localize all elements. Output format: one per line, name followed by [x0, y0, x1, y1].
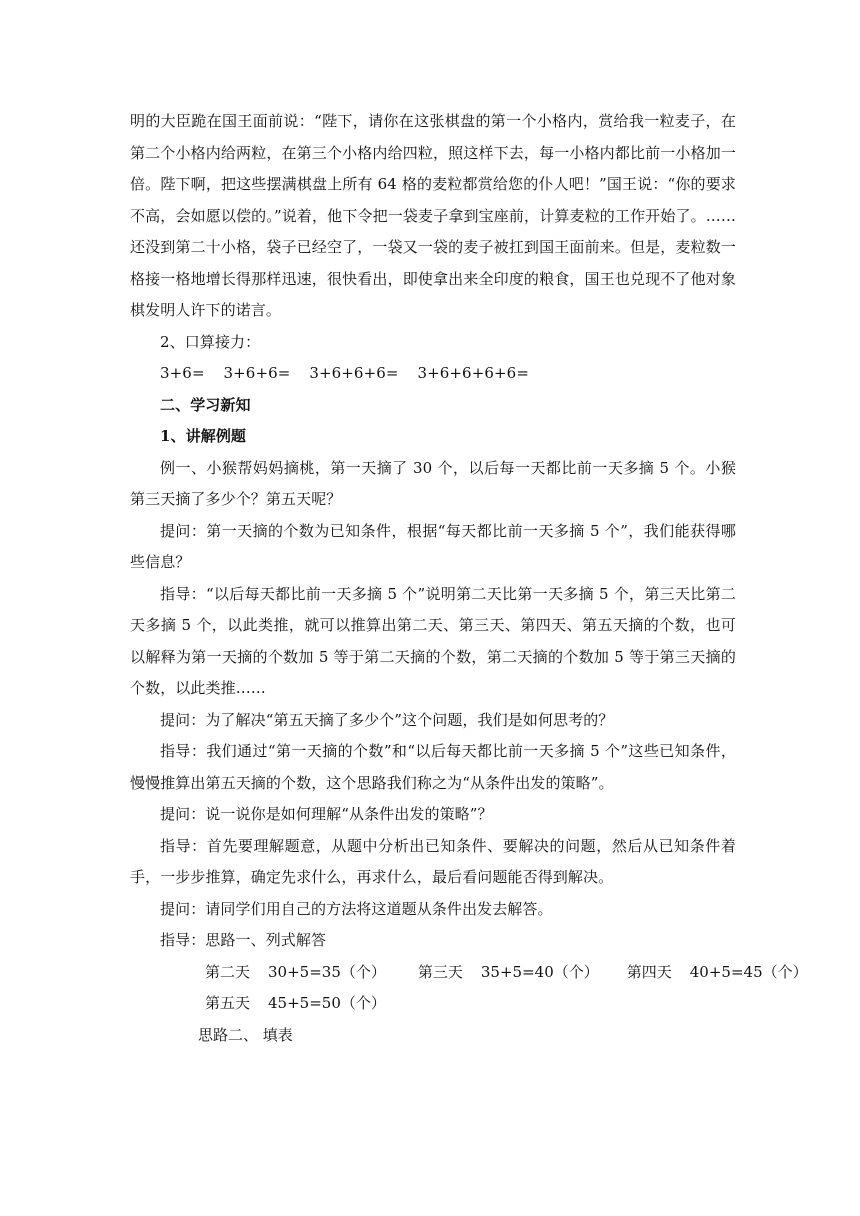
calc-formula-day-2: 30+5=35（个） [268, 962, 386, 981]
question-3: 提问：说一说你是如何理解“从条件出发的策略”？ [160, 805, 493, 823]
calc-day-3: 第三天 [417, 962, 463, 981]
calc-formula-day-4: 40+5=45（个） [689, 962, 808, 981]
question-4: 提问：请同学们用自己的方法将这道题从条件出发去解答。 [160, 899, 553, 918]
question-2: 提问：为了解决“第五天摘了多少个”这个问题，我们是如何思考的？ [160, 710, 614, 729]
example-problem: 例一、小猴帮妈妈摘桃，第一天摘了 30 个，以后每一天都比前一天多摘 5 个。小猴第三天摘了多少个？第五天呢？ [130, 458, 736, 508]
calc-day-2: 第二天 [205, 962, 251, 981]
subsection-heading-example: 1、讲解例题 [160, 427, 247, 445]
oral-math-heading: 2、口算接力： [160, 332, 261, 351]
question-1: 提问：第一天摘的个数为已知条件，根据“每天都比前一天多摘 5 个”，我们能获得哪些信息？ [130, 521, 736, 571]
calc-formula-day-3: 35+5=40（个） [480, 962, 599, 981]
guidance-1: 指导：“以后每天都比前一天多摘 5 个”说明第二天比第一天多摘 5 个，第三天比第二天多摘 5 个，以此类推，就可以推算出第二天、第三天、第四天、第五天摘的个数，也可以解释为第一天摘的个数加 5 等于第二天摘的个数，第二天摘的个数加 5 等于第三天摘的个数，以此类推…… [130, 584, 736, 697]
calc-day-4: 第四天 [626, 962, 672, 981]
method-2-heading: 思路二、 填表 [198, 1025, 293, 1044]
calc-formula-day-5: 45+5=50（个） [268, 994, 386, 1012]
calc-row-2 [130, 988, 736, 1020]
document-content [130, 106, 808, 1051]
guidance-2: 指导：我们通过“第一天摘的个数”和“以后每天都比前一天多摘 5 个”这些已知条件，慢慢推算出第五天摘的个数，这个思路我们称之为“从条件出发的策略”。 [130, 742, 736, 792]
oral-math-item-2: 3+6+6= [223, 364, 291, 382]
story-paragraph: 明的大臣跪在国王面前说：“陛下，请你在这张棋盘的第一个小格内，赏给我一粒麦子，在第二个小格内给两粒，在第三个小格内给四粒，照这样下去，每一小格内都比前一小格加一倍。陛下啊，把这些摆满棋盘上所有 64 格的麦粒都赏给您的仆人吧！”国王说：“你的要求不高，会如愿以偿的。”说着，他下令把一袋麦子拿到宝座前，计算麦粒的工作开始了。……还没到第二十小格，袋子已经空了，一袋又一袋的麦子被扛到国王面前来。但是，麦粒数一格接一格地增长得那样迅速，很快看出，即使拿出来全印度的粮食，国王也兑现不了他对象棋发明人许下的诺言。 [130, 112, 736, 319]
oral-math-line [130, 358, 736, 390]
section-heading-learn-new: 二、学习新知 [160, 395, 251, 414]
oral-math-item-1: 3+6= [160, 364, 205, 382]
method-1-heading: 指导：思路一、列式解答 [160, 931, 327, 949]
calc-row-1 [130, 957, 808, 989]
oral-math-item-4: 3+6+6+6+6= [417, 364, 529, 382]
calc-day-5: 第五天 [205, 994, 251, 1012]
guidance-3: 指导：首先要理解题意，从题中分析出已知条件、要解决的问题，然后从已知条件着手，一步步推算，确定先求什么，再求什么，最后看问题能否得到解决。 [130, 836, 736, 886]
oral-math-item-3: 3+6+6+6= [309, 364, 399, 382]
